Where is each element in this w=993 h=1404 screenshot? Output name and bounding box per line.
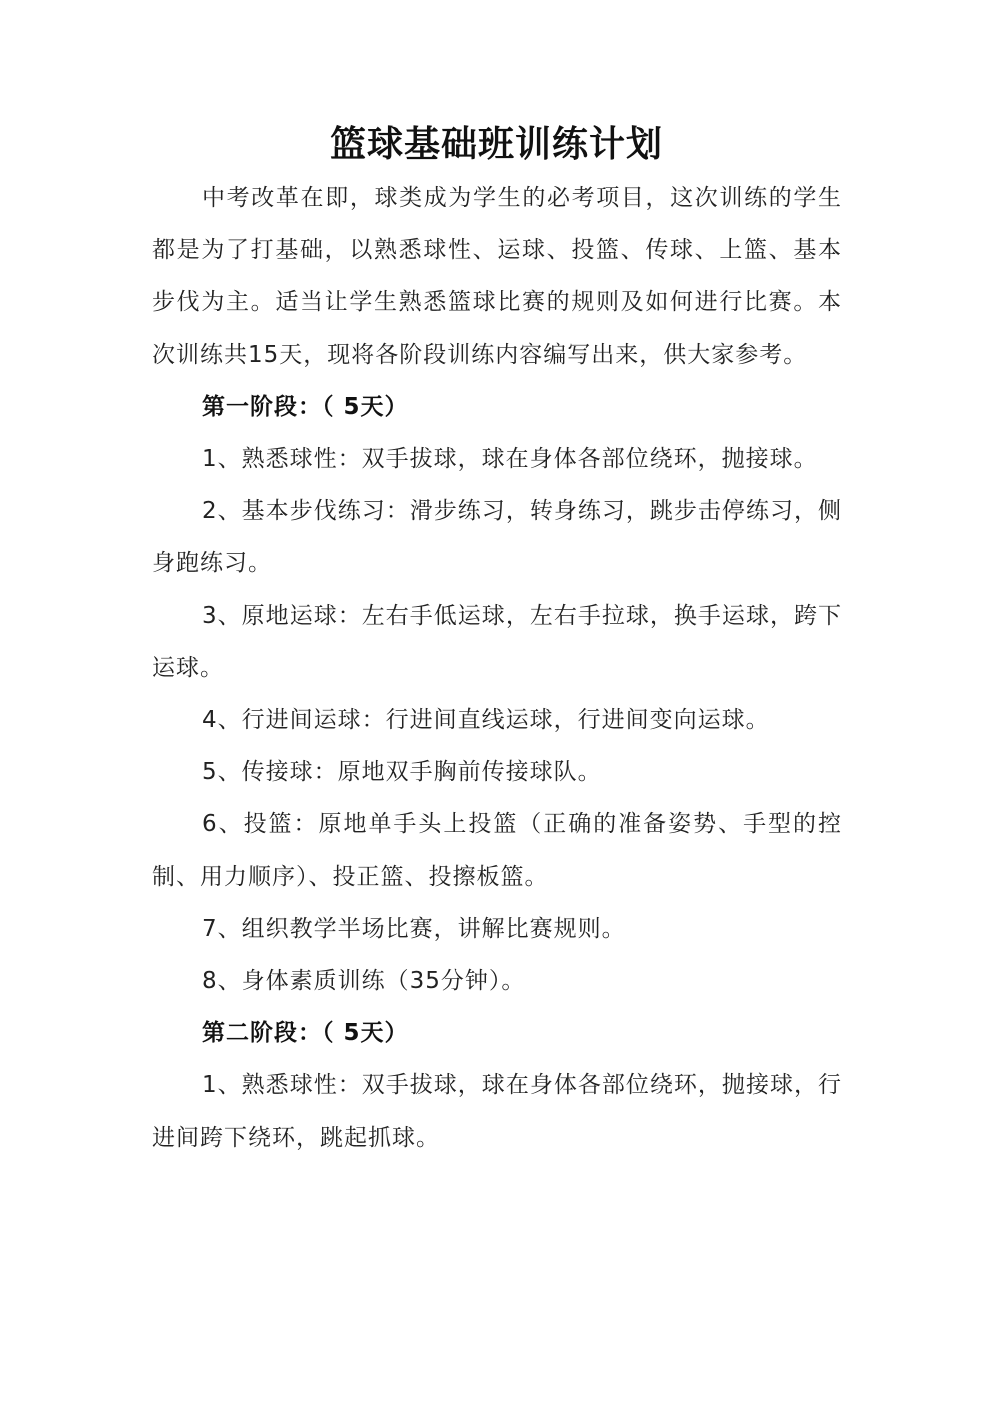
stage-1-item: 8、身体素质训练（35分钟）。 — [202, 968, 526, 995]
stage-1-item: 4、行进间运球：行进间直线运球，行进间变向运球。 — [202, 707, 770, 734]
stage-1-item: 5、传接球：原地双手胸前传接球队。 — [202, 759, 602, 786]
stage-2-heading: 第二阶段：（ 5天） — [202, 1020, 409, 1047]
stage-1-heading: 第一阶段：（ 5天） — [202, 393, 409, 420]
document-body — [152, 172, 842, 1164]
intro-paragraph: 中考改革在即，球类成为学生的必考项目，这次训练的学生都是为了打基础，以熟悉球性、运球、投篮、传球、上篮、基本步伐为主。适当让学生熟悉篮球比赛的规则及如何进行比赛。本次训练共15天，现将各阶段训练内容编写出来，供大家参考。 — [152, 185, 842, 368]
stage-1-item: 3、原地运球：左右手低运球，左右手拉球，换手运球，跨下运球。 — [152, 602, 842, 681]
stage-1-item: 1、熟悉球性：双手拔球，球在身体各部位绕环，抛接球。 — [202, 446, 818, 473]
stage-1-item: 7、组织教学半场比赛，讲解比赛规则。 — [202, 915, 626, 942]
document-title: 篮球基础班训练计划 — [329, 123, 663, 165]
stage-1-item: 6、投篮：原地单手头上投篮（正确的准备姿势、手型的控制、用力顺序）、投正篮、投擦板篮。 — [152, 811, 842, 890]
stage-2-item: 1、熟悉球性：双手拔球，球在身体各部位绕环，抛接球，行进间跨下绕环，跳起抓球。 — [152, 1072, 842, 1151]
stage-1-item: 2、基本步伐练习：滑步练习，转身练习，跳步击停练习，侧身跑练习。 — [152, 498, 842, 577]
